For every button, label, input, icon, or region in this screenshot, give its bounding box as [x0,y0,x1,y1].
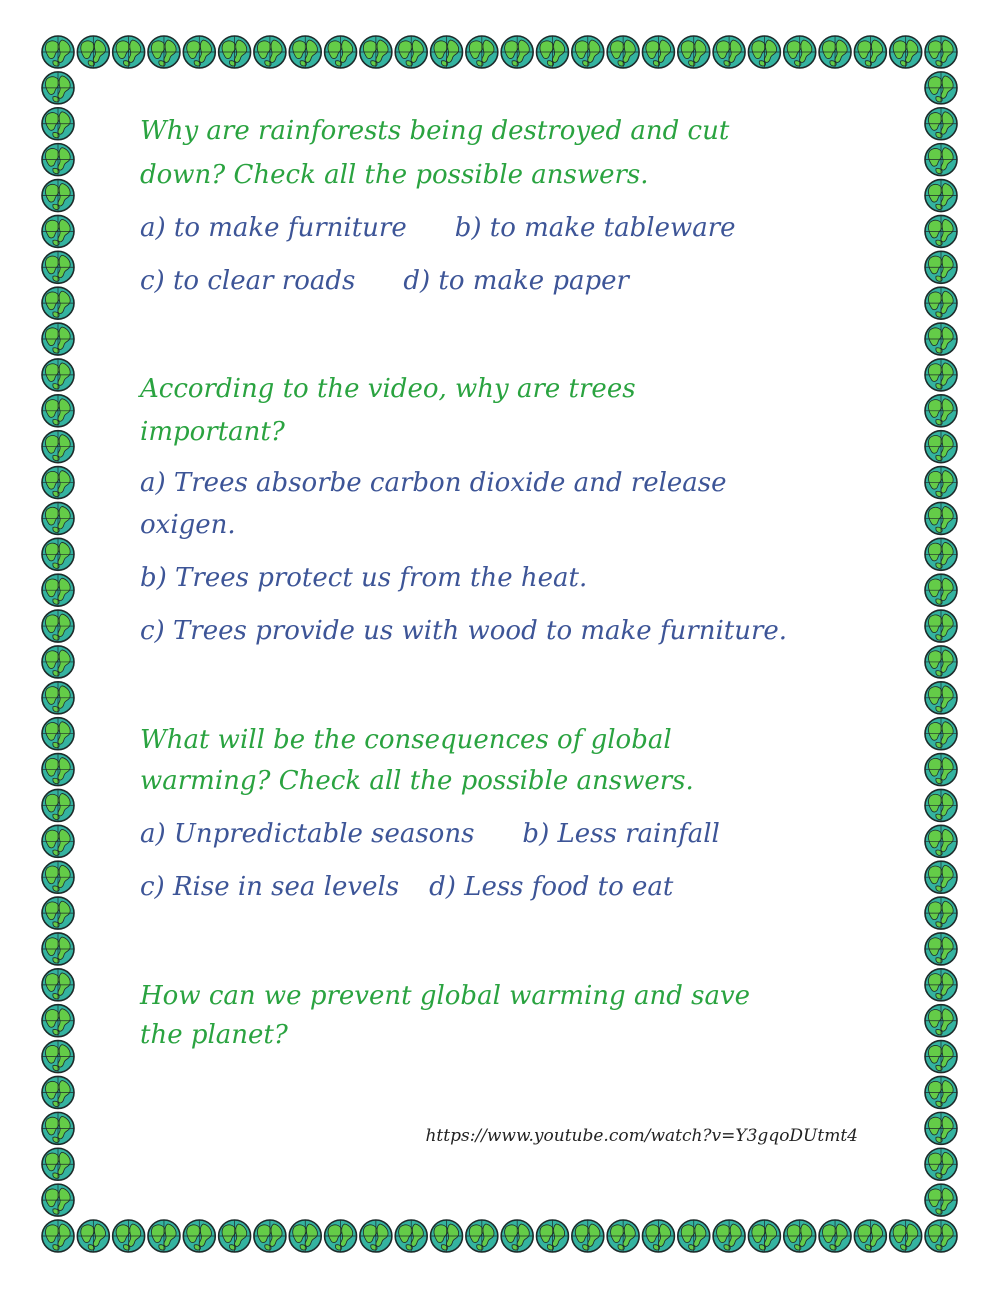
globe-icon [678,36,710,68]
globe-icon [713,36,745,68]
globe-icon [148,1220,180,1252]
globe-icon [925,610,957,642]
question-4-line-2: the planet? [140,1020,288,1050]
globe-icon [42,969,74,1001]
question-4-line-1: How can we prevent global warming and save [140,981,751,1011]
question-1-options-row-2 [140,261,629,302]
globe-icon [925,323,957,355]
globe-icon [925,395,957,427]
globe-icon [42,1220,74,1252]
globe-icon [925,969,957,1001]
globe-icon [536,36,568,68]
globe-icon [713,1220,745,1252]
globe-icon [925,108,957,140]
globe-icon [431,36,463,68]
option-checkbox[interactable]: c) Rise in sea levels [140,872,400,902]
globe-icon [784,36,816,68]
globe-icon [42,108,74,140]
globe-icon [642,1220,674,1252]
globe-icon [466,36,498,68]
globe-icon [925,897,957,929]
globe-icon [42,1184,74,1216]
globe-icon [925,646,957,678]
globe-icon [325,36,357,68]
globe-icon [501,36,533,68]
question-2-option-a-cont[interactable]: oxigen. [140,510,236,540]
globe-icon [42,574,74,606]
globe-icon [501,1220,533,1252]
globe-icon [42,789,74,821]
globe-icon [925,574,957,606]
globe-icon [925,467,957,499]
globe-icon [925,215,957,247]
globe-icon [42,323,74,355]
option-checkbox[interactable]: d) to make paper [403,266,629,296]
globe-icon [219,1220,251,1252]
globe-icon [42,1076,74,1108]
globe-icon [925,1148,957,1180]
globe-icon [642,36,674,68]
globe-icon [607,1220,639,1252]
globe-icon [42,215,74,247]
globe-icon [925,251,957,283]
globe-icon [219,36,251,68]
globe-icon [925,1076,957,1108]
question-1-options-row-1 [140,208,736,249]
globe-icon [925,1041,957,1073]
globe-icon [289,1220,321,1252]
globe-icon [42,287,74,319]
globe-icon [925,933,957,965]
question-2-option-c[interactable]: c) Trees provide us with wood to make furniture. [140,616,788,646]
globe-icon [42,144,74,176]
globe-icon [925,1112,957,1144]
globe-icon [890,36,922,68]
globe-icon [42,610,74,642]
video-source-link[interactable]: https://www.youtube.com/watch?v=Y3gqoDUtmt4 [425,1126,858,1146]
question-2-line-2: important? [140,417,285,447]
option-checkbox[interactable]: a) to make furniture [140,213,407,243]
globe-icon [536,1220,568,1252]
globe-icon [925,754,957,786]
option-checkbox[interactable]: d) Less food to eat [429,872,674,902]
globe-icon [854,1220,886,1252]
globe-icon [466,1220,498,1252]
globe-icon [925,825,957,857]
globe-icon [395,36,427,68]
globe-icon [113,36,145,68]
globe-icon [925,144,957,176]
globe-icon [607,36,639,68]
globe-icon [42,431,74,463]
question-2-option-a[interactable]: a) Trees absorbe carbon dioxide and release [140,468,727,498]
question-3-line-1: What will be the consequences of global [140,725,672,755]
globe-icon [42,502,74,534]
globe-icon [42,861,74,893]
globe-icon [925,538,957,570]
question-1-line-2: down? Check all the possible answers. [140,160,649,190]
globe-icon [42,646,74,678]
globe-icon [925,1184,957,1216]
globe-icon [42,538,74,570]
globe-icon [925,180,957,212]
option-checkbox[interactable]: c) to clear roads [140,266,356,296]
globe-icon [42,72,74,104]
globe-icon [819,1220,851,1252]
globe-icon [360,36,392,68]
globe-icon [42,1112,74,1144]
question-2-line-1: According to the video, why are trees [140,374,636,404]
globe-icon [289,36,321,68]
globe-icon [42,718,74,750]
globe-icon [925,789,957,821]
globe-icon [42,1148,74,1180]
globe-icon [42,1041,74,1073]
globe-icon [42,359,74,391]
globe-icon [925,1220,957,1252]
option-checkbox[interactable]: b) to make tableware [454,213,736,243]
globe-icon [431,1220,463,1252]
globe-icon [42,897,74,929]
globe-icon [42,933,74,965]
globe-icon [42,825,74,857]
globe-icon [42,36,74,68]
globe-icon [748,36,780,68]
globe-icon [925,718,957,750]
globe-icon [113,1220,145,1252]
question-3-options-row-1 [140,814,720,855]
globe-icon [42,1005,74,1037]
globe-icon [42,682,74,714]
globe-icon [325,1220,357,1252]
globe-icon [819,36,851,68]
globe-icon [678,1220,710,1252]
globe-icon [148,36,180,68]
option-checkbox[interactable]: a) Unpredictable seasons [140,819,475,849]
globe-icon [77,36,109,68]
globe-icon [254,1220,286,1252]
globe-icon [42,754,74,786]
globe-icon [925,682,957,714]
question-1-line-1: Why are rainforests being destroyed and cut [140,116,730,146]
question-3-options-row-2 [140,867,673,908]
globe-icon [42,180,74,212]
globe-icon [395,1220,427,1252]
question-2-option-b[interactable]: b) Trees protect us from the heat. [140,563,588,593]
globe-icon [925,861,957,893]
globe-icon [890,1220,922,1252]
globe-icon [925,72,957,104]
globe-icon [183,1220,215,1252]
globe-icon [254,36,286,68]
globe-icon [748,1220,780,1252]
question-3-line-2: warming? Check all the possible answers. [140,766,694,796]
globe-icon [77,1220,109,1252]
globe-icon [42,251,74,283]
globe-icon [784,1220,816,1252]
globe-icon [572,1220,604,1252]
globe-icon [925,1005,957,1037]
globe-icon [925,502,957,534]
globe-icon [925,36,957,68]
globe-icon [925,287,957,319]
globe-icon [925,359,957,391]
globe-icon [42,467,74,499]
globe-icon [854,36,886,68]
option-checkbox[interactable]: b) Less rainfall [522,819,720,849]
globe-icon [925,431,957,463]
globe-icon [360,1220,392,1252]
globe-icon [183,36,215,68]
globe-icon [572,36,604,68]
globe-icon [42,395,74,427]
